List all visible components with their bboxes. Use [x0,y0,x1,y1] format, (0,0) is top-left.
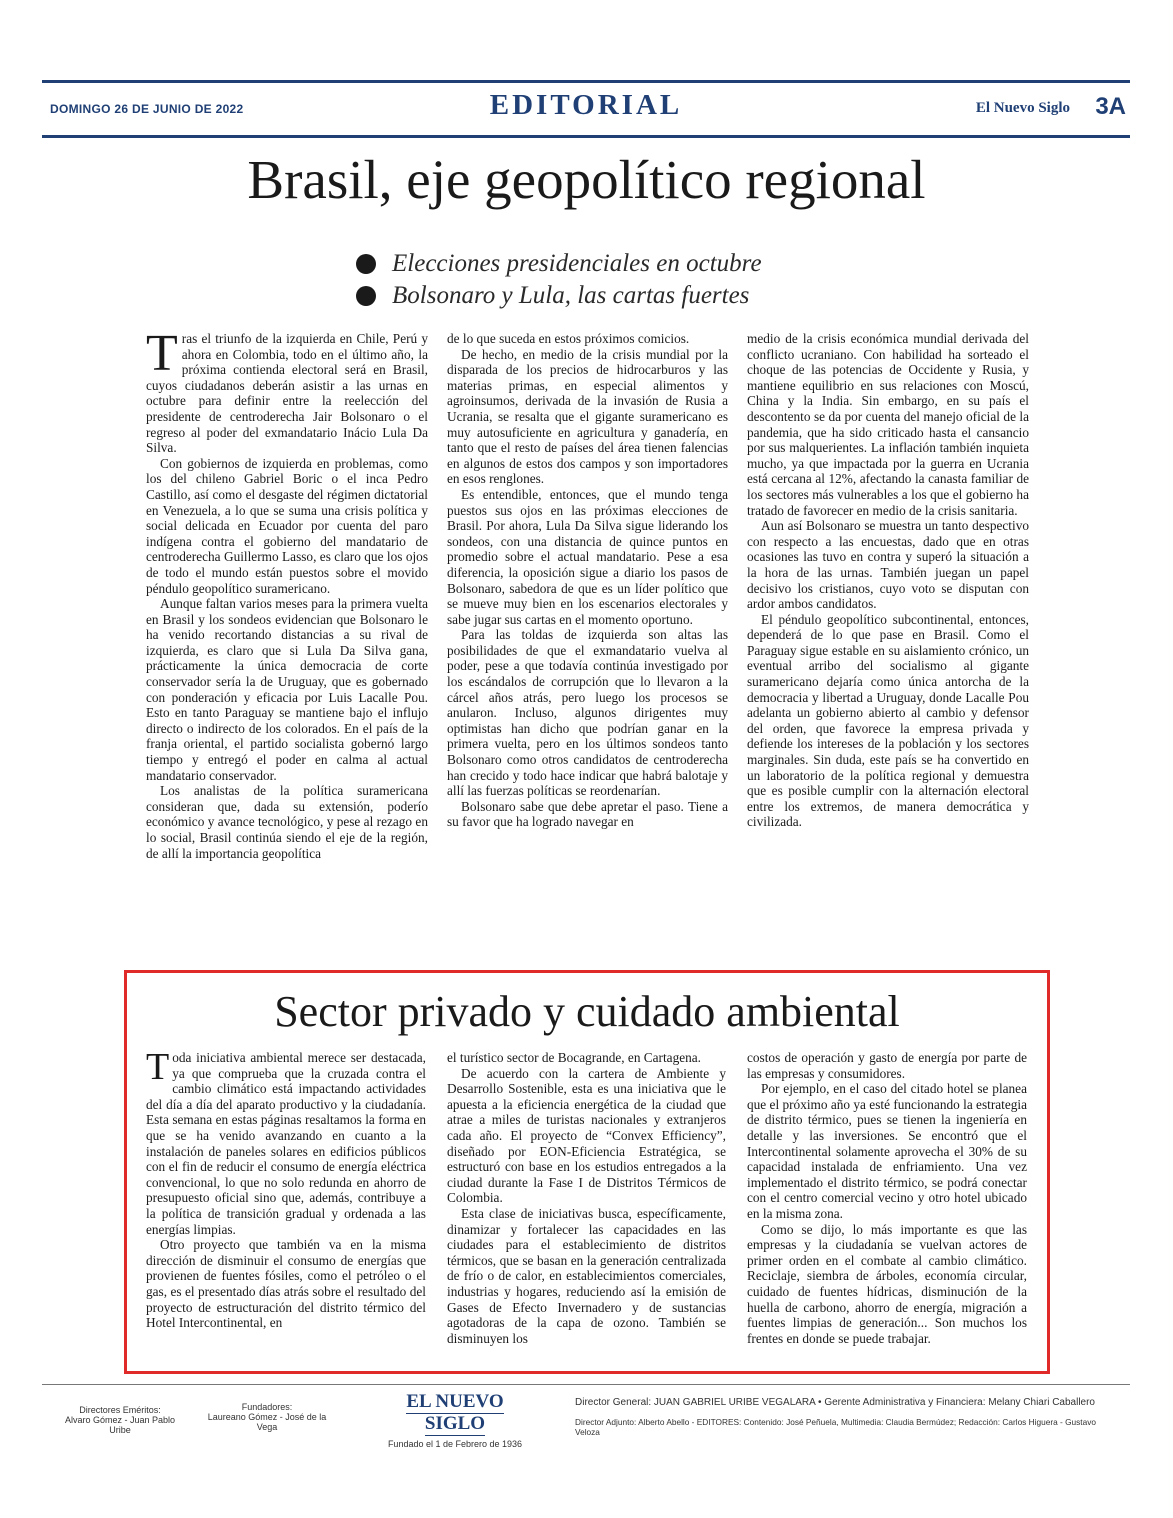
footer-rule [42,1384,1130,1385]
masthead-brand: El Nuevo Siglo [975,100,1070,116]
masthead-date: DOMINGO 26 DE JUNIO DE 2022 [50,102,244,116]
paragraph: Los analistas de la política suramericana consideran que, dada su extensión, poderío económico y avance tecnológico, y pese al rezago en lo social, Brasil continúa siendo el eje de la región, de allí la importancia geopolítica [146,783,428,861]
paragraph: Para las toldas de izquierda son altas las posibilidades de que el exmandatario vuelva al poder, pese a que todavía continúa investigado por los escándalos de corrupción que lo llevaron a la cárcel años atrás, pero luego los procesos se anularon. Incluso, algunos dirigentes muy optimistas han dicho que podrían ganar en la primera vuelta, pero en los últimos sondeos tanto Bolsonaro como otros candidatos de centroderecha han crecido y todo hace indicar que habrá balotaje y allí las fuerzas políticas se reordenarían. [447,627,728,799]
paragraph: Por ejemplo, en el caso del citado hotel se planea que el próximo año ya esté funcionando la estrategia de distrito térmico, pues se tienen la ingeniería en detalle y las inversiones. Se encontró que el Intercontinental solamente aprovecha el 30% de su capacidad instalada de enfriamiento. Una vez implementado el distrito térmico, se podrá conectar con el centro comercial vecino y otro hotel ubicado en la misma zona. [747,1081,1027,1221]
section-title: EDITORIAL [489,89,683,121]
bullet-dot-icon [356,254,376,274]
footer-founded: Fundado el 1 de Febrero de 1936 [387,1439,523,1449]
bullet-list [356,248,876,312]
paragraph: Esta clase de iniciativas busca, específicamente, dinamizar y fortalecer las capacidades en las ciudades para el establecimiento de distritos térmicos, que se basan en la generación centralizada de frío o de calor, en establecimientos comerciales, industrias y hogares, reduciendo así la emisión de Gases de Efecto Invernadero y de sustancias agotadoras de la capa de ozono. También se disminuyen los [447,1205,726,1346]
paragraph: El péndulo geopolítico subcontinental, entonces, dependerá de lo que pase en Brasil. Como el Paraguay sigue estable en su aislamiento crónico, un eventual arribo del socialismo al gigante suramericano dejaría como única antorcha de la democracia y libertad a Uruguay, donde Lacalle Pou adelanta un gobierno abierto al cambio y defensor del orden, que favorece la empresa privada y defiende los intereses de la población y los sectores marginales. Sin duda, este país se ha convertido en un laboratorio de la política regional y demuestra que es posible cumplir con la alternación electoral entre los extremos, de manera democrática y civilizada. [747,611,1029,830]
bullet-text: Elecciones presidenciales en octubre [392,250,762,277]
page-number: 3A [1095,93,1126,120]
footer-staff-2: Director Adjunto: Alberto Abello - EDITORES: Contenido: José Peñuela, Multimedia: Claudia Bermúdez; Redacción: Carlos Higuera - Gustavo Veloza [575,1417,1096,1437]
drop-cap: T [146,1046,170,1088]
paragraph: medio de la crisis económica mundial derivada del conflicto ucraniano. Con habilidad ha sorteado el choque de las potencias de Occidente y Rusia, y mantiene equilibrio en sus relaciones con Moscú, China y la India. Sin embargo, en su país el descontento se da por cuenta del manejo oficial de la pandemia, que ha sido criticado hasta el cansancio por sus malquerientes. La inflación también inquieta mucho, ya que impactada por la guerra en Ucrania está cercana al 12%, afectando la canasta familiar de los sectores más vulnerables a los que el gobierno ha tratado de favorecer en medio de la crisis sanitaria. [747,331,1029,518]
article1-column-2 [447,331,728,830]
footer-brand: EL NUEVO SIGLO [406,1391,504,1434]
bullet-item [356,248,876,280]
paragraph: Aun así Bolsonaro se muestra un tanto despectivo con respecto a las encuestas, dado que en otras ocasiones las tuvo en contra y superó la situación a la hora de las urnas. También juegan un papel decisivo los cristianos, cuyo voto se disputan con ardor ambos candidatos. [747,518,1029,612]
paragraph: Toda iniciativa ambiental merece ser destacada, ya que comprueba que la cruzada contra el cambio climático está impactando actividades del día a día del aparato productivo y la ciudadanía. Esta semana en estas páginas resaltamos la forma en que se ha venido avanzando en cuanto a la instalación de paneles solares en edificios públicos con el fin de reducir el consumo de energía eléctrica convencional, lo que no solo redunda en ahorro de presupuesto oficial sino que, además, contribuye a la política de transición gradual y ordenada a las energías limpias. [146,1046,426,1237]
paragraph: Aunque faltan varios meses para la primera vuelta en Brasil y los sondeos evidencian que Bolsonaro le ha venido recortando distancias a su rival de izquierda, es claro que si Lula Da Silva gana, prácticamente la única democracia de corte conservador sería la de Uruguay, que es gobernado con ponderación y eficacia por Luis Lacalle Pou. Esto en tanto Paraguay se mantiene bajo el influjo directo o indirecto de los colorados. En el país de la franja oriental, el partido socialista gobernó largo tiempo y entregó el poder en calma al actual mandatario conservador. [146,596,428,783]
editorial-headline-2: Sector privado y cuidado ambiental [274,987,900,1036]
masthead [42,80,1130,138]
drop-cap: T [146,325,178,382]
editorial-headline: Brasil, eje geopolítico regional [247,149,926,210]
footer-brand-block [380,1391,530,1449]
paragraph: Es entendible, entonces, que el mundo tenga puestos sus ojos en las próximas elecciones de Brasil. Por ahora, Lula Da Silva sigue liderando los sondeos, con una distancia de quince puntos en promedio sobre el actual mandatario. Pese a esa diferencia, la oposición sigue a diario los pasos de Bolsonaro, sabedora de que es un líder político que se mueve muy bien en los escenarios electorales y sabe jugar sus cartas en el momento oportuno. [447,486,728,627]
paragraph: Bolsonaro sabe que debe apretar el paso. Tiene a su favor que ha logrado navegar en [447,798,728,830]
footer-fundadores [198,1402,336,1432]
footer-names: Alvaro Gómez - Juan Pablo Uribe [64,1415,176,1435]
paragraph: De acuerdo con la cartera de Ambiente y Desarrollo Sostenible, esta es una iniciativa que le apuesta a la eficiencia energética de la ciudad que atrae a miles de turistas nacionales y extranjeros cada año. El proyecto de “Convex Efficiency”, diseñado por EON-Eficiencia Estratégica, se estructuró con base en los estudios entregados a la ciudad durante la Fase I de Distritos Térmicos de Colombia. [447,1065,726,1206]
article2-column-1 [146,1046,426,1331]
paragraph: Como se dijo, lo más importante es que las empresas y la ciudadanía se vuelvan actores de primer orden en el combate al cambio climático. Reciclaje, siembra de árboles, economía circular, cuidado de fuentes hídricas, disminución de la huella de carbono, ahorro de energía, migración a fuentes limpias de generación... Son muchos los frentes en donde se puede trabajar. [747,1221,1027,1346]
paragraph: Otro proyecto que también va en la misma dirección de disminuir el consumo de energías que provienen de fuentes fósiles, como el petróleo o el gas, es el presentado días atrás sobre el resultado del proyecto de estructuración del distrito térmico del Hotel Intercontinental, en [146,1237,426,1331]
footer-staff-1: Director General: JUAN GABRIEL URIBE VEGALARA • Gerente Administrativa y Financiera: Melany Chiari Caballero [575,1397,1095,1408]
footer-directores [55,1405,185,1435]
paragraph: Tras el triunfo de la izquierda en Chile, Perú y ahora en Colombia, todo en el último año, la próxima contienda electoral será en Brasil, cuyos ciudadanos deberán asistir a las urnas en octubre para definir entre la reelección del presidente de centroderecha Jair Bolsonaro o el regreso al poder del exmandatario Inácio Lula Da Silva. [146,325,428,456]
article1-column-1 [146,325,428,861]
article1-column-3 [747,331,1029,830]
footer-label: Directores Eméritos: [79,1405,161,1415]
paragraph: el turístico sector de Bocagrande, en Cartagena. [447,1050,702,1065]
bullet-dot-icon [356,286,376,306]
paragraph: De hecho, en medio de la crisis mundial por la disparada de los precios de hidrocarburos y las materias primas, en especial alimentos y agroinsumos, derivada de la invasión de Rusia a Ucrania, se resalta que el gigante suramericano es muy autosuficiente en agricultura y ganadería, en tanto que el resto de países del área tienen falencias en algunos de estos dos campos y son importadores en esos renglones. [447,346,728,487]
footer-label: Fundadores: [241,1402,293,1412]
article2-column-3 [747,1050,1027,1346]
paragraph: costos de operación y gasto de energía por parte de las empresas y consumidores. [747,1050,1027,1081]
paragraph: de lo que suceda en estos próximos comicios. [447,331,690,346]
footer-names: Laureano Gómez - José de la Vega [207,1412,327,1432]
article2-column-2 [447,1050,726,1346]
bullet-text: Bolsonaro y Lula, las cartas fuertes [392,282,750,309]
paragraph: Con gobiernos de izquierda en problemas, como los del chileno Gabriel Boric o el inca Pedro Castillo, así como el desgaste del régimen dictatorial en Venezuela, a lo que se suma una crisis política y social delicada en Ecuador por cuenta del paro indígena contra el gobierno del mandatario de centroderecha Guillermo Lasso, es claro que los ojos de todo el mundo están puestos sobre el movido péndulo geopolítico suramericano. [146,455,428,596]
bullet-item [356,280,876,312]
